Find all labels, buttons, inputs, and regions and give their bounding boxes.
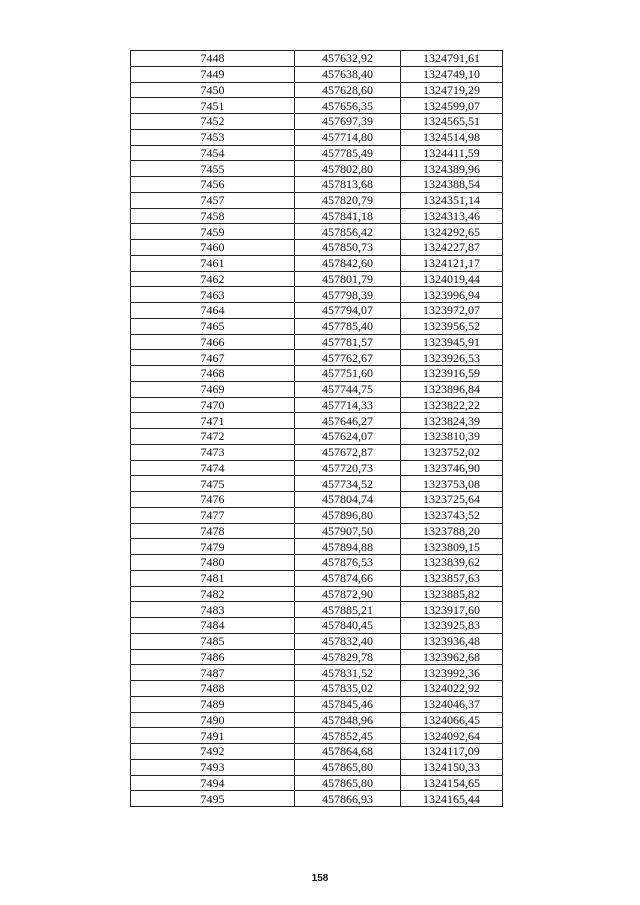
table-row — [131, 161, 503, 177]
y-coordinate-cell: 1323956,52 — [401, 318, 503, 334]
table-row — [131, 208, 503, 224]
x-coordinate-cell: 457841,18 — [295, 208, 401, 224]
point-number-cell: 7470 — [131, 397, 295, 413]
y-coordinate-cell: 1323972,07 — [401, 303, 503, 319]
x-coordinate-cell: 457865,80 — [295, 775, 401, 791]
point-number-cell: 7479 — [131, 539, 295, 555]
x-coordinate-cell: 457714,33 — [295, 397, 401, 413]
point-number-cell: 7475 — [131, 476, 295, 492]
point-number-cell: 7493 — [131, 759, 295, 775]
table-row — [131, 492, 503, 508]
table-row — [131, 444, 503, 460]
y-coordinate-cell: 1324227,87 — [401, 240, 503, 256]
x-coordinate-cell: 457785,49 — [295, 145, 401, 161]
x-coordinate-cell: 457801,79 — [295, 271, 401, 287]
table-row — [131, 728, 503, 744]
y-coordinate-cell: 1323925,83 — [401, 618, 503, 634]
point-number-cell: 7450 — [131, 82, 295, 98]
point-number-cell: 7487 — [131, 665, 295, 681]
x-coordinate-cell: 457896,80 — [295, 507, 401, 523]
x-coordinate-cell: 457714,80 — [295, 129, 401, 145]
x-coordinate-cell: 457848,96 — [295, 712, 401, 728]
x-coordinate-cell: 457804,74 — [295, 492, 401, 508]
x-coordinate-cell: 457894,88 — [295, 539, 401, 555]
point-number-cell: 7490 — [131, 712, 295, 728]
x-coordinate-cell: 457697,39 — [295, 114, 401, 130]
x-coordinate-cell: 457845,46 — [295, 696, 401, 712]
point-number-cell: 7464 — [131, 303, 295, 319]
y-coordinate-cell: 1324565,51 — [401, 114, 503, 130]
y-coordinate-cell: 1323822,22 — [401, 397, 503, 413]
y-coordinate-cell: 1324092,64 — [401, 728, 503, 744]
x-coordinate-cell: 457785,40 — [295, 318, 401, 334]
table-row — [131, 539, 503, 555]
y-coordinate-cell: 1323885,82 — [401, 586, 503, 602]
table-row — [131, 129, 503, 145]
table-row — [131, 82, 503, 98]
coordinates-table — [130, 50, 503, 807]
table-row — [131, 712, 503, 728]
x-coordinate-cell: 457781,57 — [295, 334, 401, 350]
point-number-cell: 7454 — [131, 145, 295, 161]
point-number-cell: 7472 — [131, 429, 295, 445]
table-row — [131, 224, 503, 240]
coordinates-table-body — [131, 51, 503, 807]
x-coordinate-cell: 457856,42 — [295, 224, 401, 240]
x-coordinate-cell: 457744,75 — [295, 381, 401, 397]
y-coordinate-cell: 1323746,90 — [401, 460, 503, 476]
y-coordinate-cell: 1324351,14 — [401, 192, 503, 208]
x-coordinate-cell: 457813,68 — [295, 177, 401, 193]
table-row — [131, 381, 503, 397]
point-number-cell: 7492 — [131, 744, 295, 760]
table-row — [131, 303, 503, 319]
table-row — [131, 460, 503, 476]
y-coordinate-cell: 1324389,96 — [401, 161, 503, 177]
y-coordinate-cell: 1323926,53 — [401, 350, 503, 366]
y-coordinate-cell: 1323725,64 — [401, 492, 503, 508]
table-row — [131, 570, 503, 586]
point-number-cell: 7451 — [131, 98, 295, 114]
x-coordinate-cell: 457907,50 — [295, 523, 401, 539]
x-coordinate-cell: 457734,52 — [295, 476, 401, 492]
x-coordinate-cell: 457840,45 — [295, 618, 401, 634]
table-row — [131, 665, 503, 681]
x-coordinate-cell: 457865,80 — [295, 759, 401, 775]
y-coordinate-cell: 1323945,91 — [401, 334, 503, 350]
y-coordinate-cell: 1324514,98 — [401, 129, 503, 145]
x-coordinate-cell: 457866,93 — [295, 791, 401, 807]
y-coordinate-cell: 1323809,15 — [401, 539, 503, 555]
x-coordinate-cell: 457852,45 — [295, 728, 401, 744]
table-row — [131, 192, 503, 208]
y-coordinate-cell: 1324313,46 — [401, 208, 503, 224]
point-number-cell: 7467 — [131, 350, 295, 366]
x-coordinate-cell: 457885,21 — [295, 602, 401, 618]
x-coordinate-cell: 457872,90 — [295, 586, 401, 602]
point-number-cell: 7474 — [131, 460, 295, 476]
y-coordinate-cell: 1323752,02 — [401, 444, 503, 460]
y-coordinate-cell: 1324066,45 — [401, 712, 503, 728]
point-number-cell: 7481 — [131, 570, 295, 586]
y-coordinate-cell: 1323788,20 — [401, 523, 503, 539]
point-number-cell: 7457 — [131, 192, 295, 208]
table-row — [131, 681, 503, 697]
x-coordinate-cell: 457842,60 — [295, 255, 401, 271]
x-coordinate-cell: 457624,07 — [295, 429, 401, 445]
point-number-cell: 7468 — [131, 366, 295, 382]
x-coordinate-cell: 457874,66 — [295, 570, 401, 586]
y-coordinate-cell: 1323839,62 — [401, 555, 503, 571]
point-number-cell: 7476 — [131, 492, 295, 508]
table-row — [131, 744, 503, 760]
y-coordinate-cell: 1324121,17 — [401, 255, 503, 271]
y-coordinate-cell: 1323962,68 — [401, 649, 503, 665]
point-number-cell: 7488 — [131, 681, 295, 697]
y-coordinate-cell: 1324019,44 — [401, 271, 503, 287]
y-coordinate-cell: 1324719,29 — [401, 82, 503, 98]
x-coordinate-cell: 457802,80 — [295, 161, 401, 177]
y-coordinate-cell: 1323896,84 — [401, 381, 503, 397]
table-row — [131, 413, 503, 429]
y-coordinate-cell: 1323916,59 — [401, 366, 503, 382]
point-number-cell: 7478 — [131, 523, 295, 539]
x-coordinate-cell: 457751,60 — [295, 366, 401, 382]
point-number-cell: 7458 — [131, 208, 295, 224]
x-coordinate-cell: 457864,68 — [295, 744, 401, 760]
point-number-cell: 7459 — [131, 224, 295, 240]
table-row — [131, 775, 503, 791]
point-number-cell: 7461 — [131, 255, 295, 271]
y-coordinate-cell: 1323753,08 — [401, 476, 503, 492]
point-number-cell: 7484 — [131, 618, 295, 634]
point-number-cell: 7471 — [131, 413, 295, 429]
x-coordinate-cell: 457672,87 — [295, 444, 401, 460]
table-row — [131, 177, 503, 193]
x-coordinate-cell: 457850,73 — [295, 240, 401, 256]
table-row — [131, 649, 503, 665]
table-row — [131, 66, 503, 82]
table-row — [131, 476, 503, 492]
point-number-cell: 7460 — [131, 240, 295, 256]
y-coordinate-cell: 1323810,39 — [401, 429, 503, 445]
table-row — [131, 397, 503, 413]
y-coordinate-cell: 1324117,09 — [401, 744, 503, 760]
x-coordinate-cell: 457632,92 — [295, 51, 401, 67]
y-coordinate-cell: 1324292,65 — [401, 224, 503, 240]
table-row — [131, 318, 503, 334]
x-coordinate-cell: 457720,73 — [295, 460, 401, 476]
y-coordinate-cell: 1323824,39 — [401, 413, 503, 429]
point-number-cell: 7485 — [131, 633, 295, 649]
x-coordinate-cell: 457798,39 — [295, 287, 401, 303]
point-number-cell: 7491 — [131, 728, 295, 744]
y-coordinate-cell: 1324046,37 — [401, 696, 503, 712]
x-coordinate-cell: 457820,79 — [295, 192, 401, 208]
point-number-cell: 7453 — [131, 129, 295, 145]
x-coordinate-cell: 457831,52 — [295, 665, 401, 681]
table-row — [131, 429, 503, 445]
table-row — [131, 602, 503, 618]
point-number-cell: 7462 — [131, 271, 295, 287]
table-row — [131, 633, 503, 649]
x-coordinate-cell: 457829,78 — [295, 649, 401, 665]
table-row — [131, 350, 503, 366]
point-number-cell: 7456 — [131, 177, 295, 193]
table-row — [131, 555, 503, 571]
point-number-cell: 7473 — [131, 444, 295, 460]
table-row — [131, 366, 503, 382]
point-number-cell: 7486 — [131, 649, 295, 665]
x-coordinate-cell: 457876,53 — [295, 555, 401, 571]
x-coordinate-cell: 457638,40 — [295, 66, 401, 82]
point-number-cell: 7477 — [131, 507, 295, 523]
x-coordinate-cell: 457794,07 — [295, 303, 401, 319]
table-row — [131, 51, 503, 67]
point-number-cell: 7469 — [131, 381, 295, 397]
table-row — [131, 791, 503, 807]
point-number-cell: 7455 — [131, 161, 295, 177]
y-coordinate-cell: 1323996,94 — [401, 287, 503, 303]
point-number-cell: 7448 — [131, 51, 295, 67]
table-row — [131, 287, 503, 303]
table-row — [131, 618, 503, 634]
table-row — [131, 696, 503, 712]
table-row — [131, 334, 503, 350]
y-coordinate-cell: 1324165,44 — [401, 791, 503, 807]
x-coordinate-cell: 457628,60 — [295, 82, 401, 98]
y-coordinate-cell: 1324411,59 — [401, 145, 503, 161]
point-number-cell: 7449 — [131, 66, 295, 82]
table-row — [131, 271, 503, 287]
y-coordinate-cell: 1324599,07 — [401, 98, 503, 114]
y-coordinate-cell: 1324388,54 — [401, 177, 503, 193]
point-number-cell: 7489 — [131, 696, 295, 712]
point-number-cell: 7494 — [131, 775, 295, 791]
y-coordinate-cell: 1323992,36 — [401, 665, 503, 681]
x-coordinate-cell: 457656,35 — [295, 98, 401, 114]
y-coordinate-cell: 1324791,61 — [401, 51, 503, 67]
table-row — [131, 523, 503, 539]
table-row — [131, 145, 503, 161]
x-coordinate-cell: 457835,02 — [295, 681, 401, 697]
table-row — [131, 255, 503, 271]
table-row — [131, 507, 503, 523]
table-row — [131, 98, 503, 114]
y-coordinate-cell: 1323857,63 — [401, 570, 503, 586]
point-number-cell: 7452 — [131, 114, 295, 130]
y-coordinate-cell: 1324022,92 — [401, 681, 503, 697]
y-coordinate-cell: 1323936,48 — [401, 633, 503, 649]
point-number-cell: 7483 — [131, 602, 295, 618]
page-number: 158 — [311, 873, 329, 884]
table-row — [131, 240, 503, 256]
y-coordinate-cell: 1324749,10 — [401, 66, 503, 82]
point-number-cell: 7495 — [131, 791, 295, 807]
table-row — [131, 586, 503, 602]
point-number-cell: 7463 — [131, 287, 295, 303]
point-number-cell: 7465 — [131, 318, 295, 334]
y-coordinate-cell: 1324150,33 — [401, 759, 503, 775]
x-coordinate-cell: 457762,67 — [295, 350, 401, 366]
x-coordinate-cell: 457646,27 — [295, 413, 401, 429]
x-coordinate-cell: 457832,40 — [295, 633, 401, 649]
y-coordinate-cell: 1323743,52 — [401, 507, 503, 523]
point-number-cell: 7482 — [131, 586, 295, 602]
point-number-cell: 7466 — [131, 334, 295, 350]
table-row — [131, 114, 503, 130]
y-coordinate-cell: 1323917,60 — [401, 602, 503, 618]
table-row — [131, 759, 503, 775]
y-coordinate-cell: 1324154,65 — [401, 775, 503, 791]
point-number-cell: 7480 — [131, 555, 295, 571]
